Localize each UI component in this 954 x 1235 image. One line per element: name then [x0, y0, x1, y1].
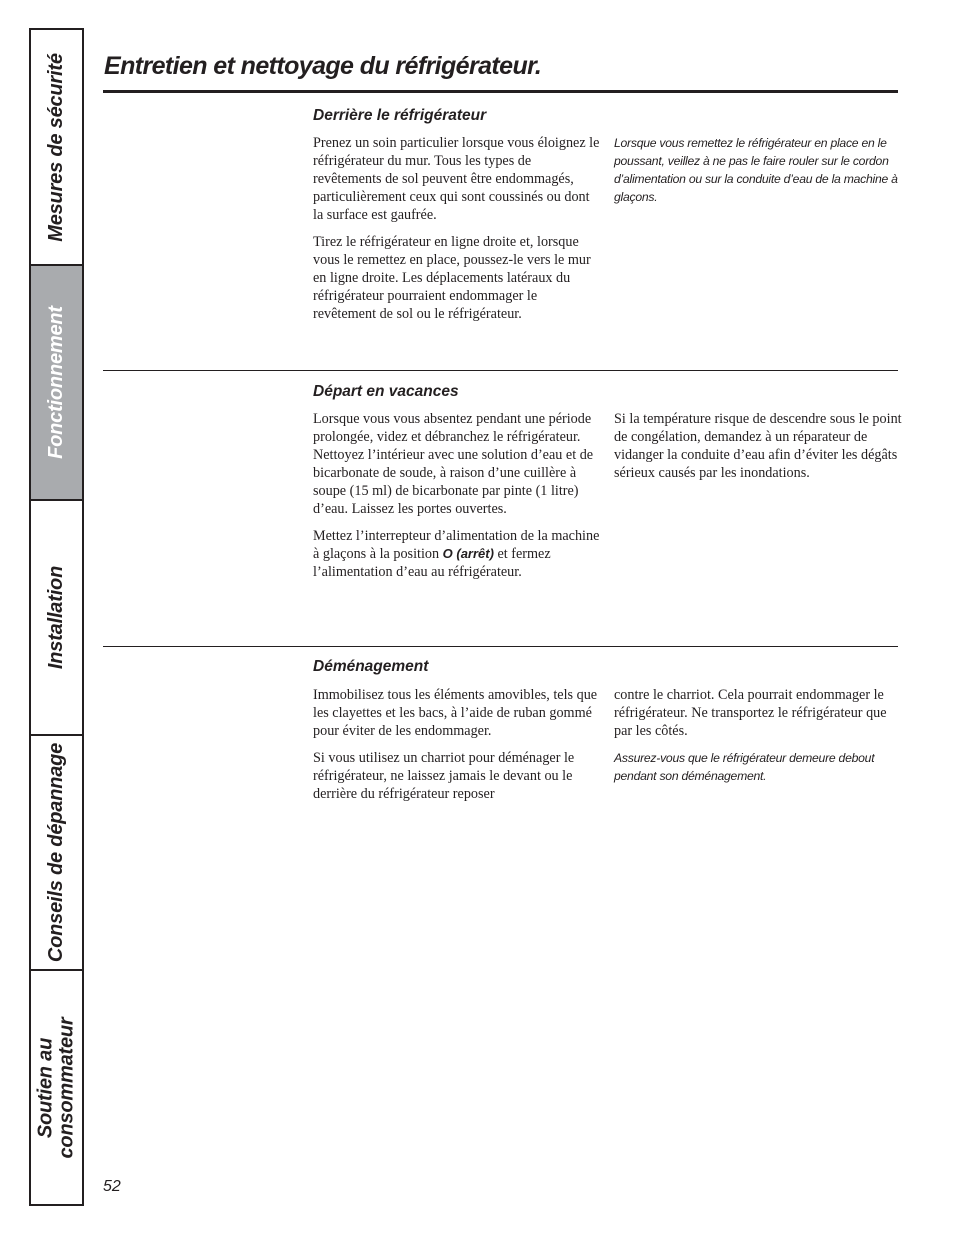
tab-fonctionnement[interactable] [31, 266, 82, 501]
tab-soutien-au-consommateur[interactable] [31, 971, 82, 1204]
moving-right-paragraph: contre le charriot. Cela pourrait endommager le réfrigérateur. Ne transportez le réfrigérateur que par les côtés. [614, 687, 887, 739]
off-position-label: O (arrêt) [442, 546, 494, 561]
behind-right-column [614, 134, 904, 215]
tab-conseils-de-depannage[interactable] [31, 736, 82, 971]
section-heading-moving: Déménagement [313, 658, 429, 675]
moving-right-column [614, 686, 904, 794]
section-divider [103, 646, 898, 647]
moving-note: Assurez-vous que le réfrigérateur demeure debout pendant son déménagement. [614, 751, 875, 783]
vacation-right-paragraph: Si la température risque de descendre sous le point de congélation, demandez à un réparateur de vidanger la conduite d’eau afin d’éviter les dégâts sérieux causés par les inondations. [614, 411, 902, 481]
tab-installation[interactable] [31, 501, 82, 736]
side-tabs [29, 28, 84, 1206]
tab-label-line2: consommateur [55, 1017, 78, 1158]
vacation-left-column [313, 410, 601, 590]
title-rule [103, 90, 898, 93]
tab-label [36, 1017, 78, 1158]
tab-mesures-de-securite[interactable] [31, 30, 82, 266]
section-heading-vacation: Départ en vacances [313, 383, 459, 400]
page-title: Entretien et nettoyage du réfrigérateur. [104, 52, 542, 80]
page-number: 52 [103, 1178, 121, 1195]
vacation-p2-after: et fermez l’alimentation d’eau au réfrigérateur. [313, 546, 551, 580]
tab-label: Mesures de sécurité [45, 52, 68, 242]
moving-left-column [313, 686, 601, 812]
tab-label: Conseils de dépannage [45, 742, 68, 963]
behind-paragraph-1: Prenez un soin particulier lorsque vous éloignez le réfrigérateur du mur. Tous les types de revêtements de sol peuvent être endommagés, particulièrement ceux qui sont coussinés ou dont la surface est gaufrée. [313, 135, 600, 223]
behind-paragraph-2: Tirez le réfrigérateur en ligne droite et, lorsque vous le remettez en place, poussez-le vers le mur en ligne droite. Les déplacements latéraux du réfrigérateur pourraient endommager le revêtement de sol ou le réfrigérateur. [313, 234, 591, 322]
vacation-paragraph-2 [313, 527, 601, 581]
vacation-paragraph-1: Lorsque vous vous absentez pendant une période prolongée, videz et débranchez le réfrigérateur. Nettoyez l’intérieur avec une solution d’eau et de bicarbonate de soude, à raison d’une cuillère à soupe (15 ml) de bicarbonate par pinte (1 litre) d’eau. Laissez les portes ouvertes. [313, 411, 594, 517]
vacation-right-column [614, 410, 904, 491]
moving-paragraph-1: Immobilisez tous les éléments amovibles, tels que les clayettes et les bacs, à l’aide de ruban gommé pour éviter de les endommager. [313, 687, 598, 739]
tab-label: Installation [45, 565, 68, 670]
vacation-p2-before: Mettez l’interrepteur d’alimentation de la machine à glaçons à la position [313, 528, 600, 562]
behind-note: Lorsque vous remettez le réfrigérateur en place en le poussant, veillez à ne pas le faire rouler sur le cordon d’alimentation ou sur la conduite d’eau de la machine à glaçons. [614, 136, 898, 204]
tab-label: Fonctionnement [45, 306, 67, 459]
section-heading-behind: Derrière le réfrigérateur [313, 107, 487, 124]
section-divider [103, 370, 898, 371]
moving-paragraph-2: Si vous utilisez un charriot pour déménager le réfrigérateur, ne laissez jamais le devant ou le derrière du réfrigérateur reposer [313, 750, 575, 802]
behind-left-column [313, 134, 601, 332]
tab-label-line1: Soutien au [34, 1037, 57, 1138]
